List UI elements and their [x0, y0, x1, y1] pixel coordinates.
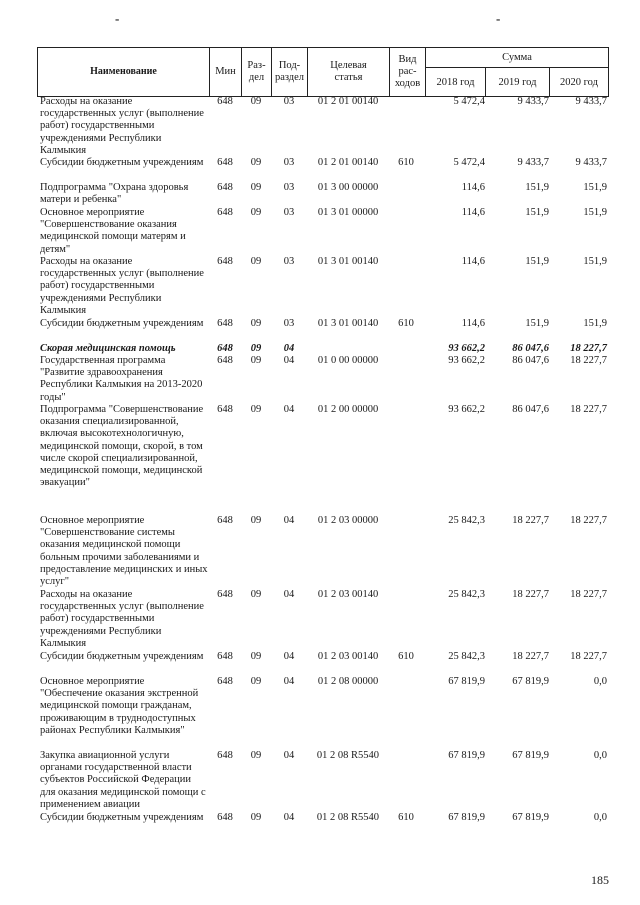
row-target: 01 2 03 00140 [317, 651, 379, 662]
row-2018: 93 662,2 [448, 355, 485, 366]
header-min: Мин [209, 48, 241, 96]
row-target: 01 2 01 00140 [317, 96, 379, 107]
row-target: 01 2 08 00000 [317, 676, 379, 687]
row-podrazdel: 03 [283, 96, 295, 107]
header-razdel: Раз- дел [241, 48, 271, 96]
row-razdel: 09 [250, 515, 262, 526]
row-target: 01 3 01 00000 [317, 207, 379, 218]
row-name: Основное мероприятие "Совершенствование системы оказания медицинской помощи больным прочими заболеваниями и предоставление медицинских и иных услуг" [40, 515, 208, 588]
row-name: Расходы на оказание государственных услуг (выполнение работ) государственными учреждениями Республики Калмыкия [40, 96, 204, 156]
row-target: 01 2 03 00140 [317, 589, 379, 600]
row-target: 01 3 00 00000 [317, 182, 379, 193]
row-2018: 114,6 [461, 256, 485, 267]
row-min: 648 [217, 676, 233, 687]
row-target: 01 2 08 R5540 [316, 750, 380, 761]
row-2018: 114,6 [461, 182, 485, 193]
row-min: 648 [217, 318, 233, 329]
header-sum: Сумма [425, 48, 609, 68]
row-podrazdel: 03 [283, 157, 295, 168]
row-razdel: 09 [250, 207, 262, 218]
row-2020: 151,9 [583, 256, 607, 267]
row-target: 01 2 01 00140 [317, 157, 379, 168]
row-2020: 18 227,7 [570, 404, 607, 415]
row-podrazdel: 03 [283, 318, 295, 329]
row-min: 648 [217, 157, 233, 168]
row-podrazdel: 03 [283, 182, 295, 193]
row-2020: 0,0 [593, 750, 607, 761]
row-min: 648 [217, 343, 233, 354]
row-name: Основное мероприятие "Обеспечение оказания экстренной медицинской помощи гражданам, проживающим в труднодоступных районах Республики Калмыкия" [40, 676, 199, 736]
row-razdel: 09 [250, 404, 262, 415]
row-2020: 18 227,7 [570, 589, 607, 600]
row-2018: 93 662,2 [448, 343, 485, 354]
header-name: Наименование [37, 48, 209, 96]
row-razdel: 09 [250, 157, 262, 168]
row-2019: 86 047,6 [512, 355, 549, 366]
page-number: 185 [591, 873, 609, 887]
row-2018: 67 819,9 [448, 750, 485, 761]
row-2020: 18 227,7 [570, 515, 607, 526]
header-2020: 2020 год [549, 68, 609, 96]
row-2020: 9 433,7 [575, 157, 607, 168]
row-2019: 151,9 [525, 182, 549, 193]
row-target: 01 2 00 00000 [317, 404, 379, 415]
row-name: Подпрограмма "Охрана здоровья матери и ребенка" [40, 182, 189, 206]
header-target: Целевая статья [307, 48, 389, 96]
row-vid: 610 [398, 157, 414, 168]
row-2020: 0,0 [593, 676, 607, 687]
row-2020: 18 227,7 [570, 343, 607, 354]
row-name: Субсидии бюджетным учреждениям [40, 318, 204, 329]
row-name: Закупка авиационной услуги органами государственной власти субъектов Российской Федерации для оказания медицинской помощи с применением авиации [40, 750, 206, 810]
row-min: 648 [217, 589, 233, 600]
row-name: Расходы на оказание государственных услуг (выполнение работ) государственными учреждениями Республики Калмыкия [40, 256, 204, 316]
row-podrazdel: 04 [283, 750, 295, 761]
row-2018: 67 819,9 [448, 676, 485, 687]
row-2020: 0,0 [593, 812, 607, 823]
row-podrazdel: 04 [283, 343, 295, 354]
row-name: Государственная программа "Развитие здравоохранения Республики Калмыкия на 2013-2020 годы" [40, 355, 203, 403]
row-podrazdel: 04 [283, 589, 295, 600]
row-podrazdel: 03 [283, 207, 295, 218]
row-2019: 9 433,7 [517, 157, 549, 168]
row-name: Скорая медицинская помощь [40, 343, 176, 354]
row-podrazdel: 04 [283, 651, 295, 662]
row-vid: 610 [398, 812, 414, 823]
row-podrazdel: 04 [283, 676, 295, 687]
row-2019: 9 433,7 [517, 96, 549, 107]
row-min: 648 [217, 515, 233, 526]
row-razdel: 09 [250, 343, 262, 354]
row-podrazdel: 04 [283, 515, 295, 526]
row-target: 01 3 01 00140 [317, 318, 379, 329]
row-min: 648 [217, 96, 233, 107]
row-razdel: 09 [250, 96, 262, 107]
top-dash-right: - [496, 11, 501, 26]
row-2019: 18 227,7 [512, 651, 549, 662]
row-name: Расходы на оказание государственных услуг (выполнение работ) государственными учреждениями Республики Калмыкия [40, 589, 204, 649]
row-target: 01 3 01 00140 [317, 256, 379, 267]
row-2018: 5 472,4 [453, 157, 485, 168]
row-podrazdel: 03 [283, 256, 295, 267]
row-target: 01 2 08 R5540 [316, 812, 380, 823]
row-min: 648 [217, 355, 233, 366]
row-2020: 151,9 [583, 207, 607, 218]
row-2020: 18 227,7 [570, 651, 607, 662]
header-2019: 2019 год [485, 68, 549, 96]
table-header [37, 47, 609, 97]
row-2019: 18 227,7 [512, 589, 549, 600]
row-razdel: 09 [250, 651, 262, 662]
row-2018: 114,6 [461, 318, 485, 329]
header-vid: Вид рас- ходов [389, 48, 425, 96]
row-2019: 67 819,9 [512, 676, 549, 687]
row-min: 648 [217, 812, 233, 823]
header-2018: 2018 год [425, 68, 485, 96]
row-2020: 151,9 [583, 318, 607, 329]
row-min: 648 [217, 750, 233, 761]
row-min: 648 [217, 182, 233, 193]
row-razdel: 09 [250, 318, 262, 329]
row-razdel: 09 [250, 750, 262, 761]
row-name: Субсидии бюджетным учреждениям [40, 651, 204, 662]
row-2018: 25 842,3 [448, 651, 485, 662]
row-name: Подпрограмма "Совершенствование оказания специализированной, включая высокотехнологичную, медицинской помощи, скорой, в том числе скорой специализированной, медицинской помощи, медицинской эвакуации" [40, 404, 204, 489]
top-dash-left: - [115, 11, 120, 26]
row-podrazdel: 04 [283, 355, 295, 366]
row-2020: 9 433,7 [575, 96, 607, 107]
row-min: 648 [217, 207, 233, 218]
row-2019: 67 819,9 [512, 750, 549, 761]
row-2018: 67 819,9 [448, 812, 485, 823]
row-2019: 151,9 [525, 256, 549, 267]
row-min: 648 [217, 651, 233, 662]
row-2018: 114,6 [461, 207, 485, 218]
row-2019: 151,9 [525, 318, 549, 329]
row-razdel: 09 [250, 676, 262, 687]
row-2019: 18 227,7 [512, 515, 549, 526]
row-2020: 18 227,7 [570, 355, 607, 366]
row-2019: 86 047,6 [512, 404, 549, 415]
row-2020: 151,9 [583, 182, 607, 193]
row-min: 648 [217, 256, 233, 267]
row-razdel: 09 [250, 812, 262, 823]
row-podrazdel: 04 [283, 404, 295, 415]
row-min: 648 [217, 404, 233, 415]
row-name: Субсидии бюджетным учреждениям [40, 157, 204, 168]
row-2019: 67 819,9 [512, 812, 549, 823]
row-name: Основное мероприятие "Совершенствование оказания медицинской помощи матерям и детям" [40, 207, 186, 255]
row-razdel: 09 [250, 589, 262, 600]
row-2018: 25 842,3 [448, 515, 485, 526]
row-podrazdel: 04 [283, 812, 295, 823]
row-razdel: 09 [250, 256, 262, 267]
row-razdel: 09 [250, 182, 262, 193]
row-2018: 25 842,3 [448, 589, 485, 600]
row-2018: 5 472,4 [453, 96, 485, 107]
row-vid: 610 [398, 318, 414, 329]
row-2019: 151,9 [525, 207, 549, 218]
row-name: Субсидии бюджетным учреждениям [40, 812, 204, 823]
row-target: 01 2 03 00000 [317, 515, 379, 526]
row-target: 01 0 00 00000 [317, 355, 379, 366]
row-vid: 610 [398, 651, 414, 662]
row-2018: 93 662,2 [448, 404, 485, 415]
row-razdel: 09 [250, 355, 262, 366]
header-podrazdel: Под- раздел [271, 48, 307, 96]
row-2019: 86 047,6 [512, 343, 549, 354]
